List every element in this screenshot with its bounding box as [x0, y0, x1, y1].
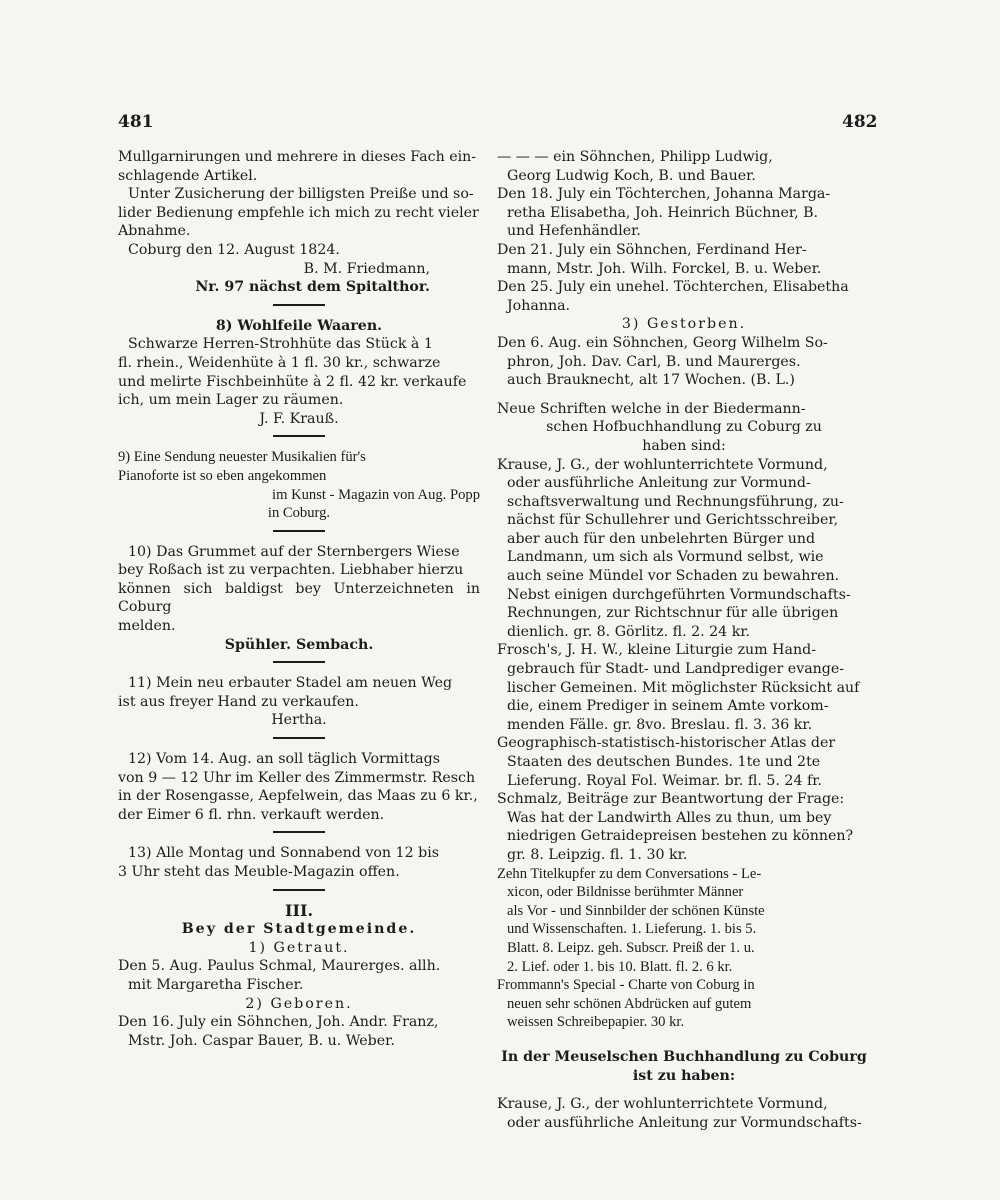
- text-line: — — — ein Söhnchen, Philipp Ludwig,: [497, 149, 773, 165]
- text-line: in der Rosengasse, Aepfelwein, das Maas zu 6 kr.,: [118, 788, 478, 805]
- ad-heading: 8) Wohlfeile Waaren.: [215, 317, 383, 334]
- signature: B. M. Friedmann,: [303, 260, 430, 277]
- books-heading: schen Hofbuchhandlung zu Coburg zu: [546, 419, 822, 436]
- text-line: oder ausführliche Anleitung zur Vormund-: [507, 475, 811, 492]
- divider: [273, 530, 325, 532]
- divider: [273, 661, 325, 663]
- text-line: fl. rhein., Weidenhüte à 1 fl. 30 kr., schwarze: [118, 354, 441, 371]
- text-line: Frosch's, J. H. W., kleine Liturgie zum Hand-: [497, 642, 816, 659]
- text-line: und Wissenschaften. 1. Lieferung. 1. bis 5.: [507, 921, 757, 938]
- text-line: von 9 — 12 Uhr im Keller des Zimmermstr. Resch: [118, 769, 476, 786]
- right-column: [497, 148, 871, 1132]
- text-line: Was hat der Landwirth Alles zu thun, um bey: [507, 809, 832, 826]
- section-numeral: III.: [284, 900, 314, 920]
- text-line: Den 5. Aug. Paulus Schmal, Maurerges. allh.: [118, 958, 441, 975]
- text-line: Zehn Titelkupfer zu dem Conversations - Le-: [497, 865, 762, 882]
- text-line: melden.: [118, 618, 176, 635]
- text-line: und Hefenhändler.: [507, 223, 641, 240]
- subsection-heading: 3) Gestorben.: [621, 316, 747, 333]
- text-line: 3 Uhr steht das Meuble-Magazin offen.: [118, 864, 400, 880]
- text-line: Den 25. July ein unehel. Töchterchen, Elisabetha: [497, 279, 849, 296]
- text-line: Abnahme.: [118, 223, 191, 240]
- divider: [273, 889, 325, 891]
- text-line: Blatt. 8. Leipz. geh. Subscr. Preiß der 1. u.: [507, 939, 755, 956]
- text-line: ist aus freyer Hand zu verkaufen.: [118, 693, 359, 710]
- text-line: als Vor - und Sinnbilder der schönen Künste: [507, 902, 765, 919]
- text-line: Den 18. July ein Töchterchen, Johanna Marga-: [497, 186, 831, 203]
- dateline: Coburg den 12. August 1824.: [128, 241, 340, 258]
- text-line: Pianoforte ist so eben angekommen: [118, 467, 327, 484]
- text-line: Staaten des deutschen Bundes. 1te und 2te: [507, 754, 821, 770]
- spacer: [497, 390, 871, 400]
- text-line: Geographisch-statistisch-historischer Atlas der: [497, 735, 836, 752]
- section-heading: Bey der Stadtgemeinde.: [181, 921, 417, 938]
- text-line: Georg Ludwig Koch, B. und Bauer.: [507, 167, 756, 184]
- text-line: Mstr. Joh. Caspar Bauer, B. u. Weber.: [128, 1032, 395, 1049]
- text-line: gr. 8. Leipzig. fl. 1. 30 kr.: [507, 846, 688, 863]
- text-line: 11) Mein neu erbauter Stadel am neuen Weg: [128, 675, 453, 692]
- text-line: Den 16. July ein Söhnchen, Joh. Andr. Franz,: [118, 1014, 439, 1031]
- text-line: aber auch für den unbelehrten Bürger und: [507, 530, 816, 547]
- text-line: phron, Joh. Dav. Carl, B. und Maurerges.: [507, 353, 801, 370]
- text-line: können sich baldigst bey Unterzeichneten in Coburg: [118, 580, 480, 616]
- text-line: schaftsverwaltung und Rechnungsführung, zu-: [507, 493, 844, 510]
- subsection-heading: 2) Geboren.: [245, 995, 353, 1012]
- text-line: mann, Mstr. Joh. Wilh. Forckel, B. u. Weber.: [507, 260, 822, 277]
- text-line: 12) Vom 14. Aug. an soll täglich Vormittags: [128, 751, 441, 768]
- text-line: Den 21. July ein Söhnchen, Ferdinand Her-: [497, 241, 807, 258]
- text-line: 9) Eine Sendung neuester Musikalien für's: [118, 449, 366, 466]
- books-heading: ist zu haben:: [632, 1067, 736, 1084]
- text-line: Mullgarnirungen und mehrere in dieses Fach ein-: [118, 149, 477, 165]
- text-line: die, einem Prediger in seinem Amte vorkom-: [507, 698, 829, 715]
- text-line: weissen Schreibepapier. 30 kr.: [507, 1014, 685, 1031]
- page-number-right: 482: [842, 112, 878, 132]
- books-heading: Neue Schriften welche in der Biedermann-: [497, 400, 806, 417]
- books-heading: In der Meuselschen Buchhandlung zu Coburg: [501, 1048, 867, 1065]
- text-line: menden Fälle. gr. 8vo. Breslau. fl. 3. 36 kr.: [507, 716, 813, 733]
- subsection-heading: 1) Getraut.: [248, 939, 350, 956]
- signature: im Kunst - Magazin von Aug. Popp: [272, 486, 480, 503]
- text-line: auch Brauknecht, alt 17 Wochen. (B. L.): [507, 372, 795, 389]
- spacer: [497, 1085, 871, 1095]
- address: Nr. 97 nächst dem Spitalthor.: [195, 279, 430, 296]
- divider: [273, 737, 325, 739]
- signature: J. F. Krauß.: [259, 410, 339, 427]
- books-heading: haben sind:: [642, 437, 726, 454]
- signature: Spühler. Sembach.: [224, 636, 374, 653]
- text-line: nächst für Schullehrer und Gerichtsschreiber,: [507, 512, 839, 529]
- text-line: niedrigen Getraidepreisen bestehen zu können?: [507, 828, 854, 845]
- left-column: [118, 148, 480, 1050]
- signature: in Coburg.: [267, 505, 331, 522]
- text-line: gebrauch für Stadt- und Landprediger evange-: [507, 661, 845, 678]
- text-line: bey Roßach ist zu verpachten. Liebhaber hierzu: [118, 562, 464, 579]
- text-line: ich, um mein Lager zu räumen.: [118, 392, 344, 409]
- divider: [273, 304, 325, 306]
- text-line: 2. Lief. oder 1. bis 10. Blatt. fl. 2. 6 kr.: [507, 958, 733, 975]
- text-line: und melirte Fischbeinhüte à 2 fl. 42 kr. verkaufe: [118, 373, 467, 390]
- text-line: Krause, J. G., der wohlunterrichtete Vormund,: [497, 1096, 828, 1113]
- text-line: lischer Gemeinen. Mit möglichster Rücksicht auf: [507, 679, 860, 696]
- text-line: xicon, oder Bildnisse berühmter Männer: [507, 884, 744, 901]
- text-line: Landmann, um sich als Vormund selbst, wie: [507, 549, 824, 566]
- text-line: Schwarze Herren-Strohhüte das Stück à 1: [128, 336, 433, 353]
- text-line: dienlich. gr. 8. Görlitz. fl. 2. 24 kr.: [507, 623, 751, 640]
- text-line: Nebst einigen durchgeführten Vormundschafts-: [507, 586, 851, 603]
- text-line: Schmalz, Beiträge zur Beantwortung der Frage:: [497, 791, 845, 808]
- text-line: oder ausführliche Anleitung zur Vormundschafts-: [507, 1114, 862, 1131]
- divider: [273, 435, 325, 437]
- text-line: Lieferung. Royal Fol. Weimar. br. fl. 5. 24 fr.: [507, 772, 822, 789]
- text-line: Unter Zusicherung der billigsten Preiße und so-: [128, 186, 474, 203]
- text-line: Krause, J. G., der wohlunterrichtete Vormund,: [497, 456, 828, 473]
- text-line: der Eimer 6 fl. rhn. verkauft werden.: [118, 806, 385, 823]
- signature: Hertha.: [271, 712, 327, 729]
- text-line: Den 6. Aug. ein Söhnchen, Georg Wilhelm So-: [497, 334, 828, 351]
- text-line: Frommann's Special - Charte von Coburg in: [497, 977, 755, 994]
- text-line: auch seine Mündel vor Schaden zu bewahren.: [507, 568, 840, 585]
- text-line: neuen sehr schönen Abdrücken auf gutem: [507, 995, 752, 1012]
- text-line: schlagende Artikel.: [118, 167, 258, 184]
- spacer: [497, 1032, 871, 1048]
- text-line: lider Bedienung empfehle ich mich zu recht vieler: [118, 204, 479, 221]
- text-line: Rechnungen, zur Richtschnur für alle übrigen: [507, 605, 839, 622]
- text-line: Johanna.: [507, 297, 571, 314]
- text-line: mit Margaretha Fischer.: [128, 976, 304, 993]
- page-number-left: 481: [118, 112, 154, 132]
- divider: [273, 831, 325, 833]
- text-line: 10) Das Grummet auf der Sternbergers Wiese: [128, 543, 460, 560]
- text-line: 13) Alle Montag und Sonnabend von 12 bis: [128, 845, 440, 862]
- text-line: retha Elisabetha, Joh. Heinrich Büchner, B.: [507, 204, 819, 221]
